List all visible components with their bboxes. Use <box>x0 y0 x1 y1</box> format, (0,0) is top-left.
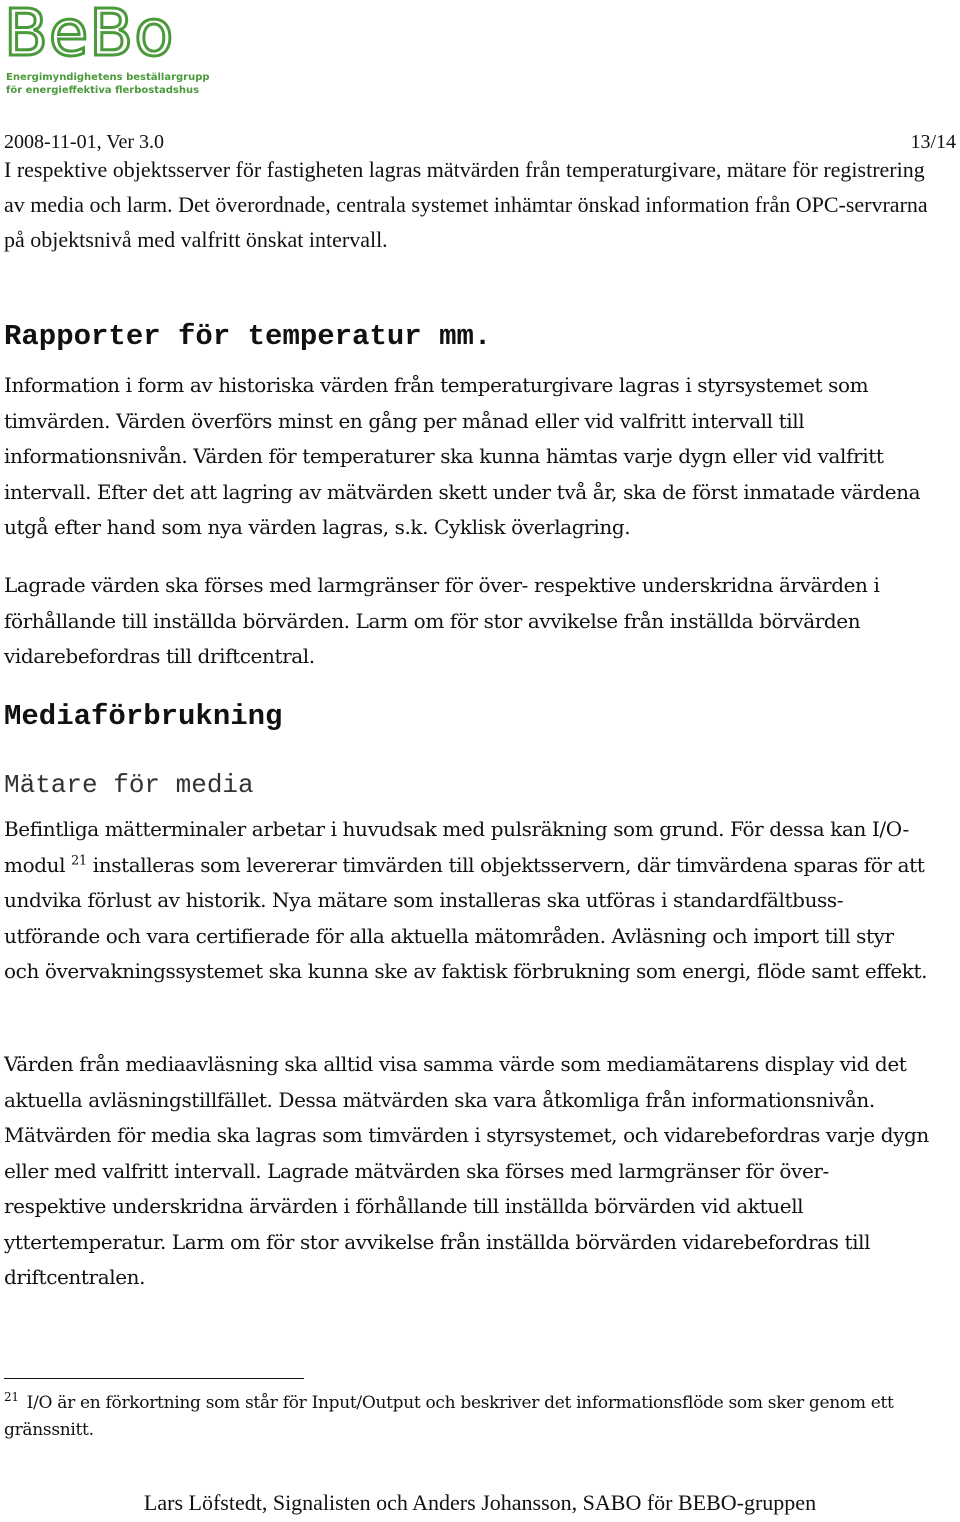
paragraph-temperature-storage: Information i form av historiska värden från temperaturgivare lagras i styrsystemet som timvärden. Värden överförs minst en gång per månad eller vid valfritt intervall till informationsnivån. Värden för temperaturer ska kunna hämtas varje dygn eller vid valfritt intervall. Efter det att lagring av mätvärden skett under två år, ska de först inmatade värdena utgå efter hand som nya värden lagras, s.k. Cyklisk överlagring. <box>4 373 921 539</box>
paragraph-meters-part1: Befintliga mätterminaler arbetar i huvudsak med pulsräkning som grund. För dessa kan I/O-modul <box>4 817 909 877</box>
logo-tagline-1: Energimyndighetens beställargrupp <box>6 72 210 83</box>
paragraph-temperature-alarms: Lagrade värden ska förses med larmgränser för över- respektive underskridna ärvärden i förhållande till inställda börvärden. Larm om för stor avvikelse från inställda börvärden vidarebefordras till driftcentral. <box>4 573 880 668</box>
footnote-reference[interactable]: 21 <box>71 852 87 868</box>
logo-tagline-2: för energieffektiva flerbostadshus <box>6 85 200 96</box>
footnote-mark: 21 <box>4 1390 19 1405</box>
paragraph-media-values: Värden från mediaavläsning ska alltid visa samma värde som mediamätarens display vid det aktuella avläsningstillfället. Dessa mätvärden ska vara åtkomliga från informationsnivån. Mätvärden för media ska lagras som timvärden i styrsystemet, och vidarebefordras varje dygn eller med valfritt intervall. Lagrade mätvärden ska förses med larmgränser för över- respektive underskridna ärvärden i förhållande till inställda börvärden vid aktuell yttertemperatur. Larm om för stor avvikelse från inställda börvärden vidarebefordras till driftcentralen. <box>4 1052 929 1289</box>
section-heading-media: Mediaförbrukning <box>4 700 283 733</box>
footnote <box>4 1390 904 1444</box>
footnote-divider <box>4 1378 304 1379</box>
document-version: 2008-11-01, Ver 3.0 <box>4 131 164 153</box>
logo-wordmark: BeBo <box>4 0 175 71</box>
footnote-text: I/O är en förkortning som står för Input/Output och beskriver det informationsflöde som sker genom ett gränssnitt. <box>4 1393 894 1440</box>
section-heading-temperature: Rapporter för temperatur mm. <box>4 320 492 353</box>
page-footer: Lars Löfstedt, Signalisten och Anders Johansson, SABO för BEBO-gruppen <box>143 1490 817 1515</box>
intro-paragraph: I respektive objektsserver för fastigheten lagras mätvärden från temperaturgivare, mätare för registrering av media och larm. Det överordnade, centrala systemet inhämtar önskad information från OPC-servrarna på objektsnivå med valfritt önskat intervall. <box>4 157 928 252</box>
paragraph-meters <box>4 812 934 990</box>
paragraph-meters-part2: installeras som levererar timvärden till objektsservern, där timvärdena sparas för att undvika förlust av historik. Nya mätare som installeras ska utföras i standardfältbuss-utförande och vara certifierade för alla aktuella mätområden. Avläsning och import till styr och övervakningssystemet ska kunna ske av faktisk förbrukning som energi, flöde samt effekt. <box>4 852 928 983</box>
page-number: 13/14 <box>910 131 956 153</box>
subsection-heading-meters: Mätare för media <box>4 770 254 800</box>
bebo-logo <box>4 0 210 96</box>
